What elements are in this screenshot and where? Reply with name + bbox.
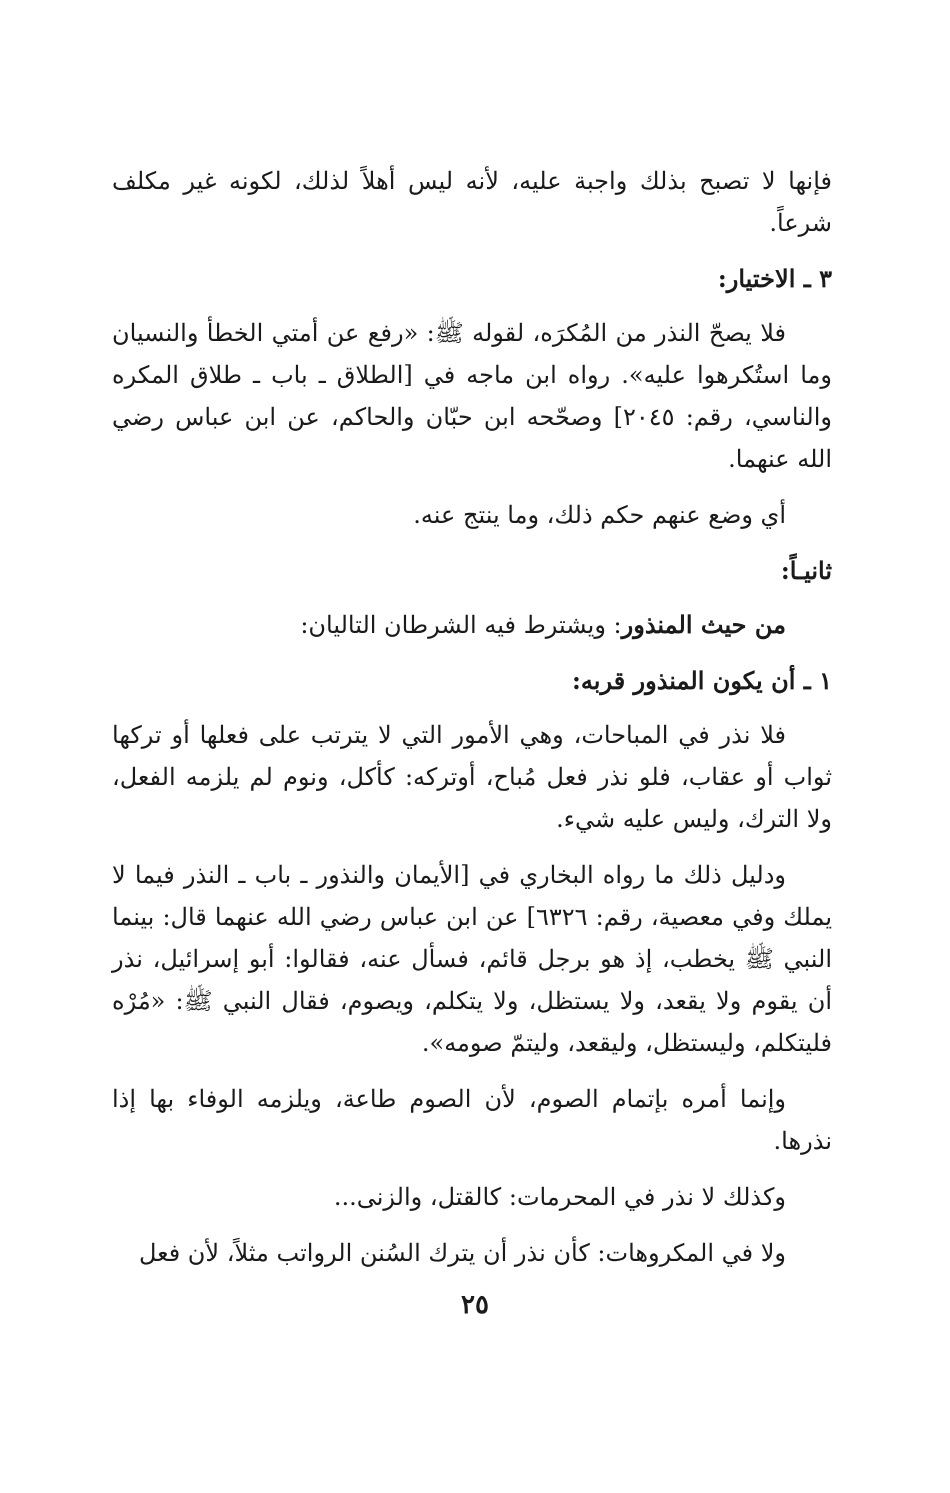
paragraph-forbidden: وكذلك لا نذر في المحرمات: كالقتل، والزنى... bbox=[333, 1183, 786, 1211]
paragraph-vowed-object bbox=[112, 604, 832, 646]
paragraph-meaning: أي وضع عنهم حكم ذلك، وما ينتج عنه. bbox=[413, 501, 786, 529]
page-number: ٢٥ bbox=[461, 1290, 489, 1320]
paragraph-fasting: وإنما أمره بإتمام الصوم، لأن الصوم طاعة، ويلزمه الوفاء بها إذا نذرها. bbox=[112, 1085, 832, 1155]
page-body bbox=[112, 160, 832, 1288]
heading-choice: ٣ ـ الاختيار: bbox=[717, 264, 832, 293]
paragraph-evidence: ودليل ذلك ما رواه البخاري في [الأيمان والنذور ـ باب ـ النذر فيما لا يملك وفي معصية، رقم: ٦٣٢٦] عن ابن عباس رضي الله عنهما قال: بينما النبي ﷺ يخطب، إذ هو برجل قائم، فسأل عنه، فقالوا: أبو إسرائيل، نذر أن يقوم ولا يقعد، ولا يستظل، ولا يتكلم، ويصوم، فقال النبي ﷺ: «مُرْه فليتكلم، وليستظل، وليقعد، وليتمّ صومه». bbox=[112, 861, 833, 1057]
paragraph-disliked: ولا في المكروهات: كأن نذر أن يترك السُنن الرواتب مثلاً، لأن فعل bbox=[138, 1239, 786, 1267]
paragraph-continuation: فإنها لا تصبح بذلك واجبة عليه، لأنه ليس أهلاً لذلك، لكونه غير مكلف شرعاً. bbox=[112, 167, 832, 237]
heading-condition-one: ١ ـ أن يكون المنذور قربه: bbox=[572, 666, 832, 695]
heading-second: ثانيـاً: bbox=[780, 556, 832, 585]
paragraph-permissible: فلا نذر في المباحات، وهي الأمور التي لا يترتب على فعلها أو تركها ثواب أو عقاب، فلو نذر فعل مُباح، أوتركه: كأكل، ونوم لم يلزمه الفعل، ولا الترك، وليس عليه شيء. bbox=[112, 721, 832, 833]
vowed-object-label: من حيث المنذور bbox=[621, 610, 786, 639]
paragraph-coercion: فلا يصحّ النذر من المُكرَه، لقوله ﷺ: «رفع عن أمتي الخطأ والنسيان وما استُكرهوا عليه». رواه ابن ماجه في [الطلاق ـ باب ـ طلاق المكره والناسي، رقم: ٢٠٤٥] وصحّحه ابن حبّان والحاكم، عن ابن عباس رضي الله عنهما. bbox=[112, 319, 832, 473]
vowed-object-text: : ويشترط فيه الشرطان التاليان: bbox=[300, 611, 622, 639]
